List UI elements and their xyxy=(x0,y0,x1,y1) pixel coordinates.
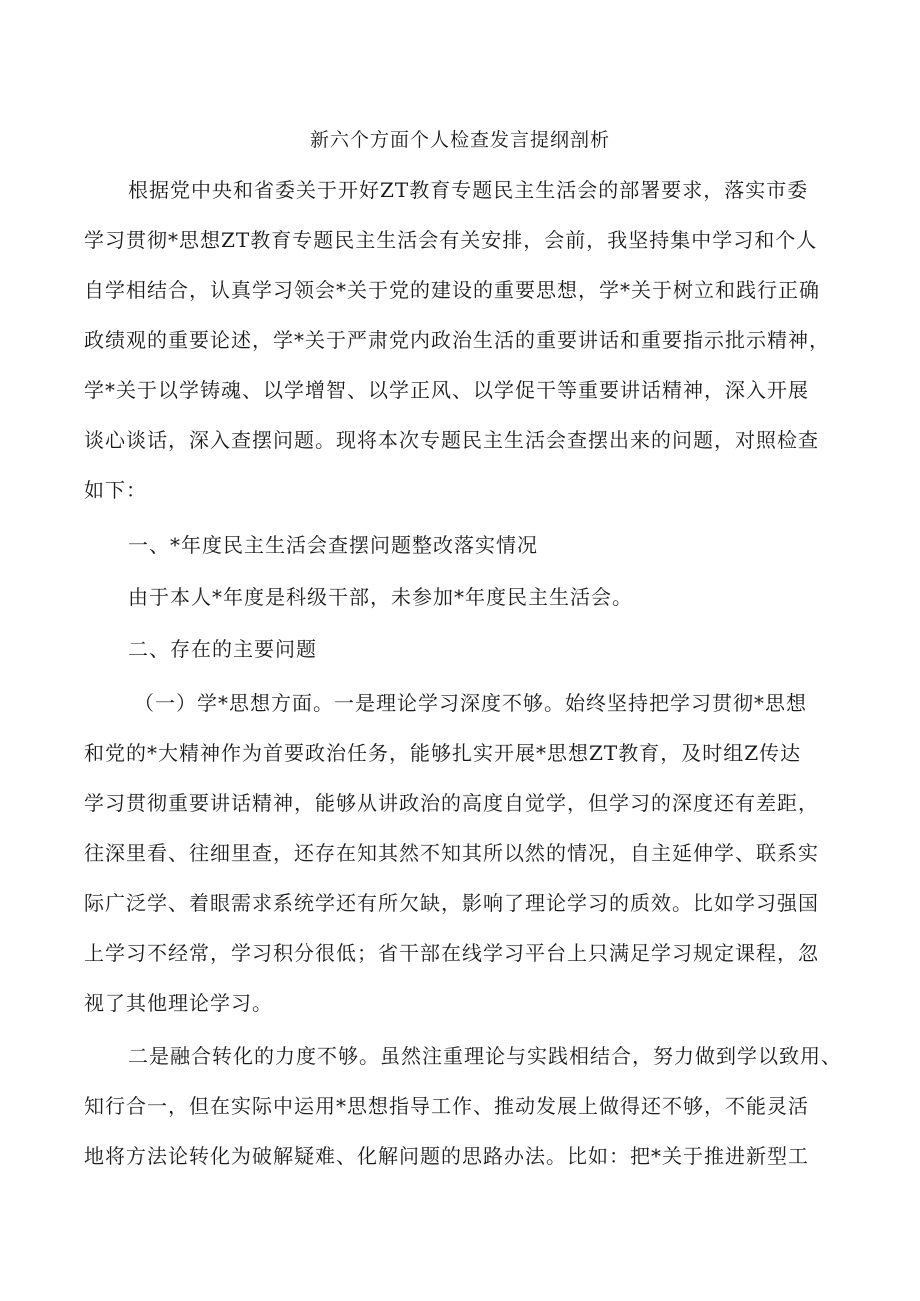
intro-line: 如下： xyxy=(84,478,147,502)
section2-p1-line: （一）学*思想方面。一是理论学习深度不够。始终坚持把学习贯彻*思想 xyxy=(134,691,807,715)
section1-heading-block xyxy=(84,520,844,570)
document-title: 新六个方面个人检查发言提纲剖析 xyxy=(309,129,610,151)
section1-body-block xyxy=(84,572,844,622)
intro-line: 自学相结合，认真学习领会*关于党的建设的重要思想，学*关于树立和践行正确 xyxy=(84,278,820,302)
section2-p1-line: 学习贯彻重要讲话精神，能够从讲政治的高度自觉学，但学习的深度还有差距， xyxy=(84,791,819,815)
section1-body: 由于本人*年度是科级干部，未参加*年度民主生活会。 xyxy=(128,585,633,609)
section2-p1-line: 上学习不经常，学习积分很低；省干部在线学习平台上只满足学习规定课程，忽 xyxy=(84,941,819,965)
intro-line: 根据党中央和省委关于开好ZT教育专题民主生活会的部署要求，落实市委 xyxy=(128,178,809,202)
section2-p2-line: 二是融合转化的力度不够。虽然注重理论与实践相结合，努力做到学以致用、 xyxy=(128,1044,842,1068)
intro-paragraph xyxy=(84,165,844,515)
intro-line: 学*关于以学铸魂、以学增智、以学正风、以学促干等重要讲话精神，深入开展 xyxy=(84,378,809,402)
section2-p1-line: 和党的*大精神作为首要政治任务，能够扎实开展*思想ZT教育，及时组Z传达 xyxy=(84,741,802,765)
section2-p2-line: 知行合一，但在实际中运用*思想指导工作、推动发展上做得还不够，不能灵活 xyxy=(84,1094,809,1118)
section2-paragraph-2 xyxy=(84,1031,844,1181)
section2-heading: 二、存在的主要问题 xyxy=(128,637,317,661)
intro-line: 政绩观的重要论述，学*关于严肃党内政治生活的重要讲话和重要指示批示精神， xyxy=(84,328,830,352)
section2-p2-line: 地将方法论转化为破解疑难、化解问题的思路办法。比如：把*关于推进新型工 xyxy=(84,1144,809,1168)
section2-p1-line: 往深里看、往细里查，还存在知其然不知其所以然的情况，自主延伸学、联系实 xyxy=(84,841,819,865)
section2-paragraph-1 xyxy=(84,678,844,1028)
section2-heading-block xyxy=(84,624,844,674)
section2-p1-line: 视了其他理论学习。 xyxy=(84,991,273,1015)
intro-line: 谈心谈话，深入查摆问题。现将本次专题民主生活会查摆出来的问题，对照检查 xyxy=(84,428,819,452)
intro-line: 学习贯彻*思想ZT教育专题民主生活会有关安排，会前，我坚持集中学习和个人 xyxy=(84,228,818,252)
section2-p1-line: 际广泛学、着眼需求系统学还有所欠缺，影响了理论学习的质效。比如学习强国 xyxy=(84,891,819,915)
section1-heading: 一、*年度民主生活会查摆问题整改落实情况 xyxy=(128,533,538,557)
